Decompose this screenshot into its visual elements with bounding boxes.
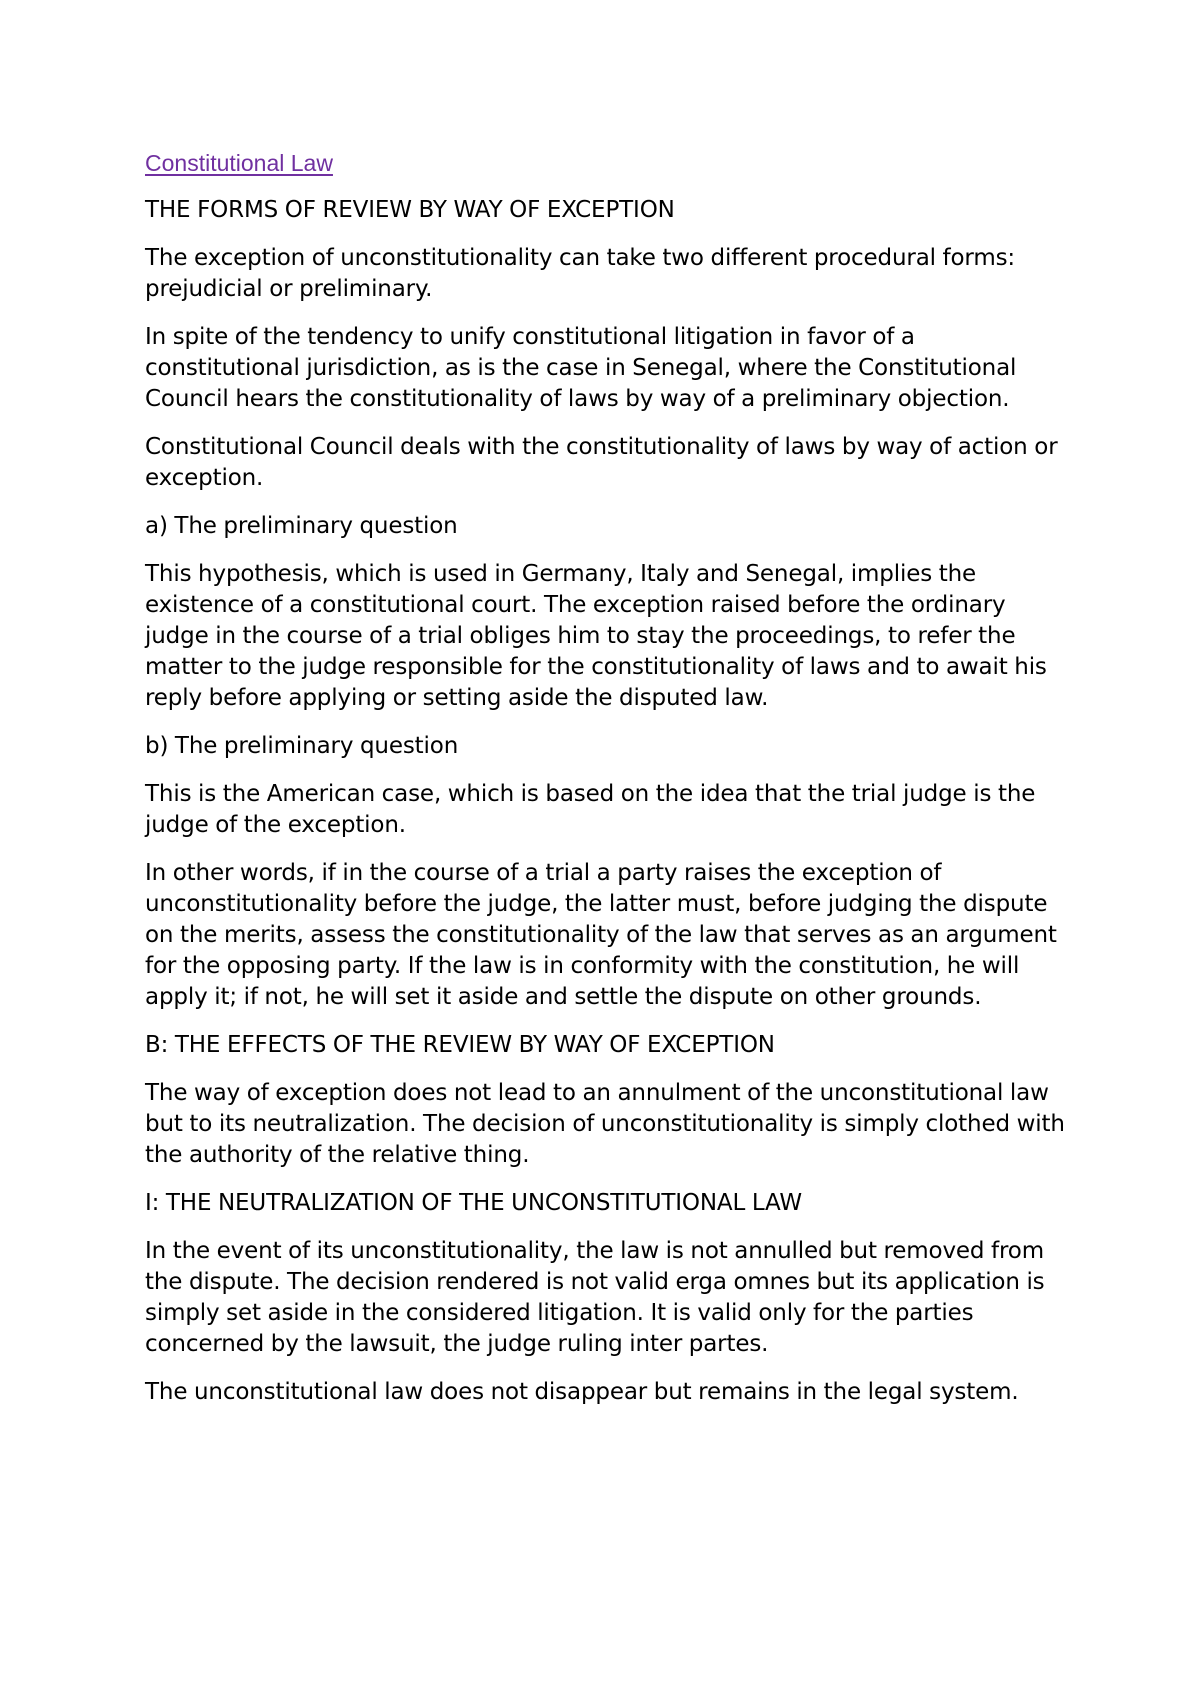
subheading-b: b) The preliminary question xyxy=(145,733,459,759)
document-page xyxy=(145,148,1075,1425)
paragraph: The exception of unconstitutionality can take two different procedural forms: prejudicial or preliminary. xyxy=(145,245,1016,302)
subheading-a: a) The preliminary question xyxy=(145,513,458,539)
paragraph: This is the American case, which is based on the idea that the trial judge is the judge of the exception. xyxy=(145,781,1036,838)
document-title: Constitutional Law xyxy=(145,150,333,176)
paragraph: In the event of its unconstitutionality, the law is not annulled but removed from the dispute. The decision rendered is not valid erga omnes but its application is simply set aside in the considered litigation. It is valid only for the parties concerned by the lawsuit, the judge ruling inter partes. xyxy=(145,1238,1045,1357)
heading-forms-of-review: THE FORMS OF REVIEW BY WAY OF EXCEPTION xyxy=(145,197,675,223)
heading-effects-of-review: B: THE EFFECTS OF THE REVIEW BY WAY OF EXCEPTION xyxy=(145,1032,775,1058)
paragraph: In other words, if in the course of a trial a party raises the exception of unconstitutionality before the judge, the latter must, before judging the dispute on the merits, assess the constitutionality of the law that serves as an argument for the opposing party. If the law is in conformity with the constitution, he will apply it; if not, he will set it aside and settle the dispute on other grounds. xyxy=(145,860,1057,1010)
heading-neutralization: I: THE NEUTRALIZATION OF THE UNCONSTITUTIONAL LAW xyxy=(145,1190,802,1216)
paragraph: The unconstitutional law does not disappear but remains in the legal system. xyxy=(145,1379,1019,1405)
paragraph: This hypothesis, which is used in Germany, Italy and Senegal, implies the existence of a constitutional court. The exception raised before the ordinary judge in the course of a trial obliges him to stay the proceedings, to refer the matter to the judge responsible for the constitutionality of laws and to await his reply before applying or setting aside the disputed law. xyxy=(145,561,1047,711)
paragraph: The way of exception does not lead to an annulment of the unconstitutional law but to its neutralization. The decision of unconstitutionality is simply clothed with the authority of the relative thing. xyxy=(145,1080,1065,1168)
paragraph: Constitutional Council deals with the constitutionality of laws by way of action or exception. xyxy=(145,434,1058,491)
paragraph: In spite of the tendency to unify constitutional litigation in favor of a constitutional jurisdiction, as is the case in Senegal, where the Constitutional Council hears the constitutionality of laws by way of a preliminary objection. xyxy=(145,324,1017,412)
